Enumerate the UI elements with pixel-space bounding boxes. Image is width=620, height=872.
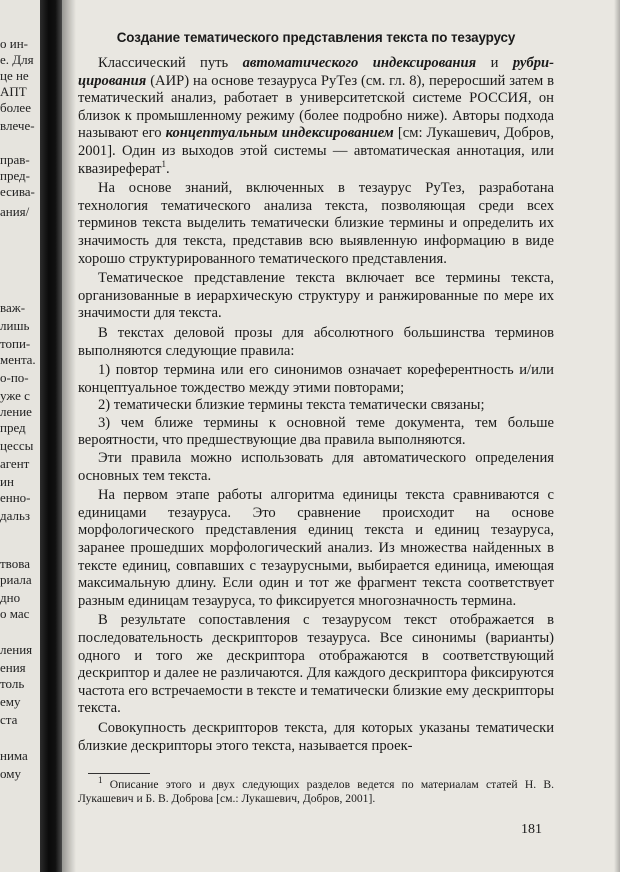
paragraph: В текстах деловой прозы для абсолютного большинства терминов выполняются следующие правила: xyxy=(78,324,554,359)
adjacent-page-line: ему xyxy=(0,694,21,709)
adjacent-page-line: топи- xyxy=(0,336,31,351)
adjacent-page-line: о мас xyxy=(0,606,30,621)
rule-list-item: 2) тематически близкие термины текста тематически связаны; xyxy=(98,397,485,414)
adjacent-page-line: более xyxy=(0,100,31,115)
adjacent-page-line: пред- xyxy=(0,168,30,183)
adjacent-page-line: ения xyxy=(0,660,26,675)
adjacent-page-line: ания/ xyxy=(0,204,30,219)
book-spine-shadow xyxy=(40,0,62,872)
paragraph: Классический путь автоматического индексирования и рубрицирования (АИР) на основе тезауруса РуТез (см. гл. 8), переросший затем в тематический анализ, работает в университетской системе РОССИЯ, он близок к промышленному режиму (более подробно ниже). Авторы подхода называют его концептуальным индексированием [см: Лукашевич, Добров, 2001]. Один из выходов этой системы — автоматическая аннотация, или квазиреферат$^1$. xyxy=(78,55,554,177)
paragraph: Эти правила можно использовать для автоматического определения основных тем текста. xyxy=(78,450,554,484)
paragraph: Тематическое представление текста включает все термины текста, организованные в иерархическую структуру и ранжированные по мере их значимости для текста. xyxy=(78,270,554,322)
adjacent-page-line: прав- xyxy=(0,152,30,167)
adjacent-page-line: ментa. xyxy=(0,352,36,367)
adjacent-page-line: пред xyxy=(0,420,26,435)
adjacent-page-line: цессы xyxy=(0,438,34,453)
adjacent-page-line: влече- xyxy=(0,118,35,133)
adjacent-page-line: лишь xyxy=(0,318,30,333)
adjacent-page-line: твова xyxy=(0,556,30,571)
footnote: $^1$ Описание этого и двух следующих разделов ведется по материалам статей Н. В. Лукашевич и Б. В. Доброва [см.: Лукашевич, Добров, 2001]. xyxy=(78,775,554,806)
right-edge-shadow xyxy=(614,0,620,872)
adjacent-page-line: дно xyxy=(0,590,21,605)
paragraph: В результате сопоставления с тезаурусом текст отображается в последовательность дескрипторов тезауруса. Все синонимы (варианты) одного и того же дескриптора отображаются в соответствующий дескриптор и далее не различаются. Для каждого дескриптора фиксируются частота его встречаемости в тексте и тематически близкие ему дескрипторы текста. xyxy=(78,612,554,717)
footnote-rule xyxy=(88,773,150,774)
adjacent-page-line: о-по- xyxy=(0,370,29,385)
adjacent-page-line: есива- xyxy=(0,184,35,199)
adjacent-page-line: агент xyxy=(0,456,30,471)
adjacent-page-line: енно- xyxy=(0,490,31,505)
adjacent-page-line: дальз xyxy=(0,508,31,523)
adjacent-page-line: ления xyxy=(0,642,33,657)
paragraph: На первом этапе работы алгоритма единицы текста сравниваются с единицами тезауруса. Это сравнение происходит на основе морфологического представления единиц текста и единиц тезауруса, заранее прошедших морфологический анализ. Из множества найденных в тексте единиц, совпавших с тезаурусными, выбирается единица, имеющая максимальную длину. Если один и тот же фрагмент текста соответствует разным единицам тезауруса, то фиксируется многозначность термина. xyxy=(78,487,554,609)
adjacent-page-line: уже с xyxy=(0,388,30,403)
paragraph: На основе знаний, включенных в тезаурус РуТез, разработана технология тематического анализа текста, позволяющая среди всех терминов текста выделить тематически близкие термины и определить их значимость для текста, представив всю выявленную информацию в виде хорошо структурированного тематического представления. xyxy=(78,180,554,267)
adjacent-page-line: ин xyxy=(0,474,14,489)
body-text xyxy=(78,55,554,755)
spine-fade xyxy=(62,0,76,872)
adjacent-page-line: о ин- xyxy=(0,36,28,51)
adjacent-page-line: АПТ xyxy=(0,84,27,99)
page-content xyxy=(78,30,554,806)
adjacent-page-line: ому xyxy=(0,766,21,781)
rule-list-item: 3) чем ближе термины к основной теме документа, тем больше вероятности, что предшествующие два правила выполняются. xyxy=(78,414,554,449)
rule-list-item: 1) повтор термина или его синонимов означает кореферентность и/или концептуальное тождество между этими повторами; xyxy=(78,362,554,396)
adjacent-page-line: е. Для xyxy=(0,52,34,67)
adjacent-page-line: це не xyxy=(0,68,29,83)
adjacent-page-line: риала xyxy=(0,572,32,587)
adjacent-page-line: толь xyxy=(0,676,25,691)
adjacent-page-line: важ- xyxy=(0,300,26,315)
adjacent-page-line: ста xyxy=(0,712,18,727)
paragraph: Совокупность дескрипторов текста, для которых указаны тематически близкие дескрипторы этого текста, называется проек- xyxy=(78,719,554,754)
adjacent-page-line: нима xyxy=(0,748,28,763)
section-heading: Создание тематического представления текста по тезаурусу xyxy=(116,30,516,45)
adjacent-page-line: ление xyxy=(0,404,32,419)
page-number: 181 xyxy=(521,822,542,837)
